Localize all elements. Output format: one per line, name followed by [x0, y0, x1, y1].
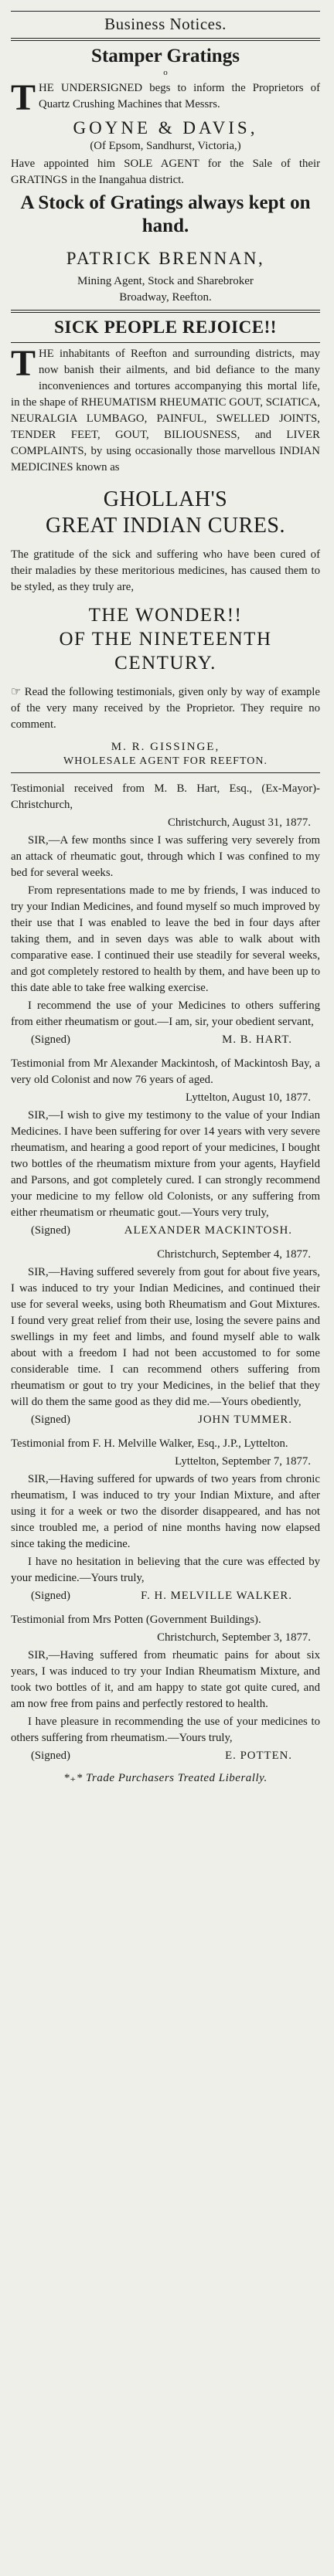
testimonial-walker	[11, 1436, 320, 1604]
wonder-line-3: CENTURY.	[114, 653, 216, 674]
wonder-title	[11, 603, 320, 675]
testimonial-intro: Testimonial received from M. B. Hart, Esq., (Ex-Mayor)-Christchurch,	[11, 782, 320, 812]
testimonial-paragraph: From representations made to me by friends, I was induced to try your Indian Medicines, and found myself so much improved by their use that I was enabled to leave the bed in four days after taking them, and in seven days was able to walk about with comparative ease. I continued their use steadily for several weeks, and got completely restored to health by them, and have been up to this date able to take free walking exercise.	[11, 884, 320, 995]
testimonial-signature	[11, 1032, 320, 1048]
testimonial-intro: Testimonial from F. H. Melville Walker, Esq., J.P., Lyttelton.	[11, 1437, 288, 1451]
testimonial-mackintosh	[11, 1056, 320, 1239]
testimonial-signature	[11, 1748, 320, 1764]
medicine-heading: SICK PEOPLE REJOICE!!	[54, 317, 277, 338]
testimonial-signature	[11, 1588, 320, 1604]
signatory-name: ALEXANDER MACKINTOSH.	[124, 1224, 292, 1237]
testimonial-paragraph: SIR,—I wish to give my testimony to the value of your Indian Medicines. I have been suffering for over 14 years with very severe rheumatism, and hearing a good report of your medicines, I bought two bottles of the rheumatism mixture from your agents, Hayfield and Parsons, and got completely cured. I can strongly recommend your medicine to my fellow old Colonists, or any suffering from either rheumatism or rheumatic gout.—Yours very truly,	[11, 1109, 320, 1220]
stamper-separator: o	[163, 67, 168, 77]
signed-label: (Signed)	[31, 1750, 70, 1763]
testimonial-signature	[11, 1412, 320, 1428]
testimonial-paragraph: I recommend the use of your Medicines to others suffering from either rheumatism or gout.—I am, sir, your obedient servant,	[11, 1000, 320, 1029]
testimonial-paragraph: SIR,—Having suffered severely from gout for about five years, I was induced to try your Indian Medicines, and continued their use for several weeks, using both Rheumatism and Gout Mixtures. I found very great relief from their use, losing the severe pains and swellings in my feet and limbs, and found myself able to walk about with a freedom I had not been accustomed to for some considerable time. I can recommend others suffering from rheumatism or gout to try your Medicines, in the belief that they will do them the same good as they did me.—Yours obediently,	[11, 1266, 320, 1409]
testimonials	[11, 781, 320, 1764]
top-rule	[11, 11, 320, 12]
signatory-name: JOHN TUMMER.	[198, 1414, 292, 1427]
testimonial-dateline: Christchurch, September 3, 1877.	[157, 1631, 311, 1644]
stock-notice: A Stock of Gratings always kept on hand.	[20, 192, 311, 237]
testimonial-dateline: Christchurch, September 4, 1877.	[157, 1248, 311, 1261]
signed-label: (Signed)	[31, 1414, 70, 1427]
testimonial-signature	[11, 1223, 320, 1239]
masthead-rule	[11, 38, 320, 41]
signatory-name: M. B. HART.	[222, 1033, 292, 1047]
signatory-name: E. POTTEN.	[225, 1750, 292, 1763]
agent-name: PATRICK BRENNAN,	[66, 249, 265, 269]
agent-title-line: Mining Agent, Stock and Sharebroker	[77, 275, 254, 288]
testimonial-paragraph: I have pleasure in recommending the use of your medicines to others suffering from rheumatism.—Yours truly,	[11, 1716, 320, 1745]
signed-label: (Signed)	[31, 1590, 70, 1603]
trade-purchasers-footer: *₊* Trade Purchasers Treated Liberally.	[63, 1772, 268, 1785]
firm-name: GOYNE & DAVIS,	[73, 117, 258, 137]
testimonial-paragraph: SIR,—A few months since I was suffering very severely from an attack of rheumatic gout, through which I was confined to my bed for several weeks.	[11, 834, 320, 880]
signed-label: (Signed)	[31, 1033, 70, 1047]
read-testimonials-note: ☞ Read the following testimonials, given only by way of example of the very many received by the Proprietor. They require no comment.	[11, 686, 320, 731]
stamper-advert	[11, 46, 320, 306]
medicine-intro: THE inhabitants of Reefton and surrounding districts, may now banish their ailments, and bid defiance to the many inconveniences and tortures accompanying this mortal life, in the shape of RHEUMATISM RHEUMATIC GOUT, SCIATICA, NEURALGIA LUMBAGO, PAINFUL, SWELLED JOINTS, TENDER FEET, GOUT, BILIOUSNESS, and LIVER COMPLAINTS, by using occasionally those marvellous INDIAN MEDICINES known as	[11, 343, 320, 474]
testimonial-paragraph: SIR,—Having suffered for upwards of two years from chronic rheumatism, I was induced to try your Indian Mixture, and after using it for a week or two the disorder disappeared, and has not since troubled me, a period of nine months having now elapsed since taking the medicine.	[11, 1473, 320, 1551]
stamper-heading: Stamper Gratings	[91, 46, 240, 66]
testimonial-intro: Testimonial from Mr Alexander Mackintosh, of Mackintosh Bay, a very old Colonist and now 76 years of aged.	[11, 1057, 320, 1087]
appointment-text: Have appointed him SOLE AGENT for the Sale of their GRATINGS in the Inangahua district.	[11, 158, 320, 187]
medicine-title-line-1: GHOLLAH'S	[103, 487, 228, 512]
signatory-name: F. H. MELVILLE WALKER.	[141, 1590, 292, 1603]
wholesale-agent-title: WHOLESALE AGENT FOR REEFTON.	[63, 755, 268, 768]
signed-label: (Signed)	[31, 1224, 70, 1237]
stamper-body: THE UNDERSIGNED begs to inform the Proprietors of Quartz Crushing Machines that Messrs.	[11, 76, 320, 118]
masthead: Business Notices.	[104, 15, 227, 33]
testimonial-paragraph: I have no hesitation in believing that the cure was effected by your medicine.—Yours truly,	[11, 1556, 320, 1585]
medicine-title	[11, 487, 320, 539]
testimonial-dateline: Christchurch, August 31, 1877.	[168, 816, 311, 830]
testimonial-potten	[11, 1612, 320, 1764]
testimonial-tummer	[11, 1247, 320, 1428]
medicine-heading-rule	[11, 342, 320, 343]
medicine-title-line-2: GREAT INDIAN CURES.	[46, 514, 285, 538]
testimonials-rule	[11, 772, 320, 773]
gratitude-text: The gratitude of the sick and suffering who have been cured of their maladies by these meritorious medicines, has caused them to be styled, as they truly are,	[11, 548, 320, 594]
testimonial-hart	[11, 781, 320, 1048]
wonder-line-2: OF THE NINETEENTH	[59, 629, 272, 650]
wonder-line-1: THE WONDER!!	[88, 605, 243, 626]
agent-address: Broadway, Reefton.	[119, 291, 212, 304]
testimonial-dateline: Lyttelton, August 10, 1877.	[186, 1091, 311, 1105]
testimonial-intro: Testimonial from Mrs Potten (Government Buildings).	[11, 1614, 261, 1627]
firm-subtitle: (Of Epsom, Sandhurst, Victoria,)	[90, 140, 241, 153]
medicine-advert	[11, 317, 320, 773]
testimonial-paragraph: SIR,—Having suffered from rheumatic pains for about six years, I was induced to try your Indian Rheumatism Mixture, and took two bottles of it, and am happy to state got quite cured, and am now free from pains and perfectly restored to health.	[11, 1649, 320, 1711]
section-rule	[11, 310, 320, 313]
testimonial-dateline: Lyttelton, September 7, 1877.	[175, 1455, 311, 1468]
wholesale-agent-name: M. R. GISSINGE,	[111, 741, 220, 754]
